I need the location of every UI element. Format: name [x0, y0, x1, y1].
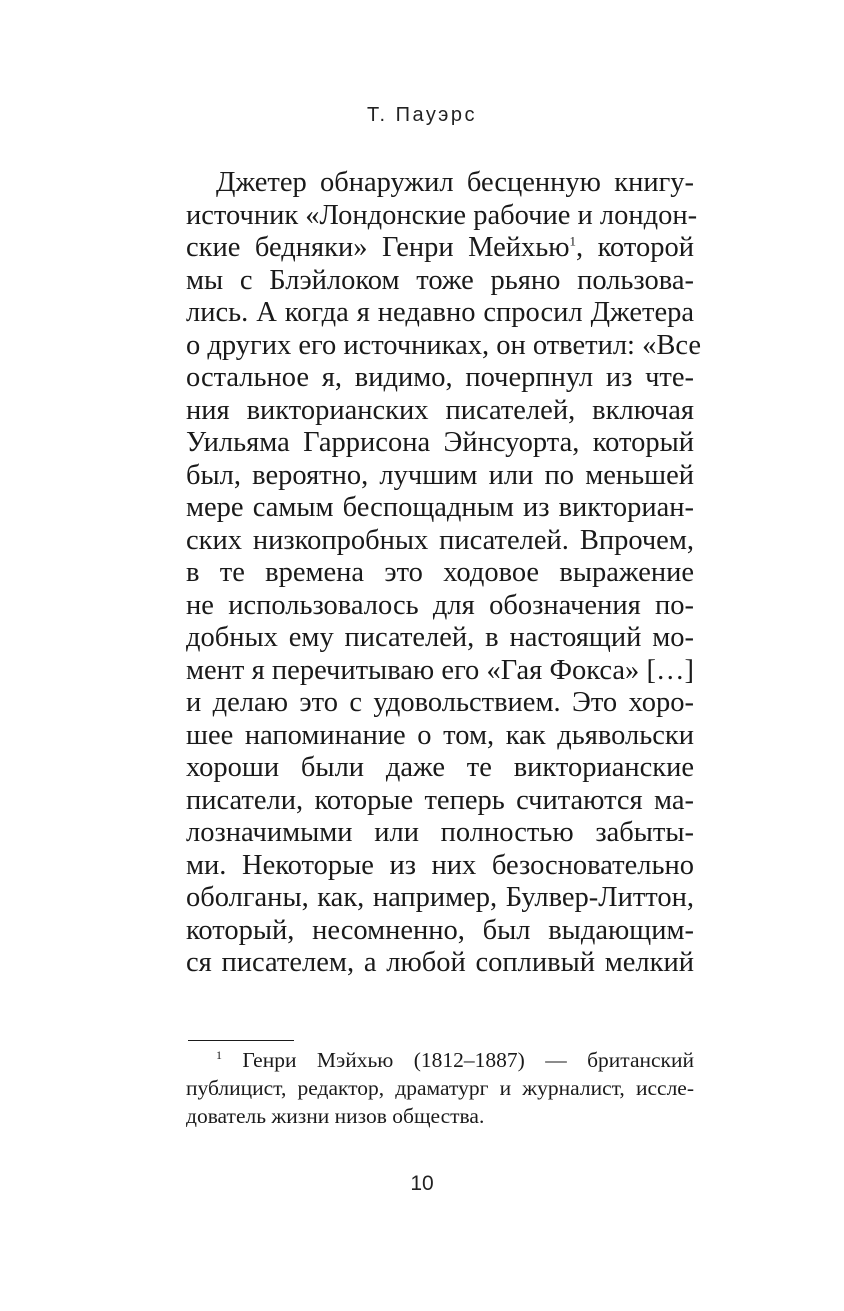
text-line: ских низкопробных писателей. Впрочем,: [186, 524, 694, 556]
text-line: добных ему писателей, в настоящий мо-: [186, 622, 694, 653]
footnote: [186, 1046, 694, 1130]
footnote-line: [186, 1046, 694, 1074]
text-line: хороши были даже те викторианские: [186, 752, 694, 783]
text-line: ния викторианских писателей, включая: [186, 394, 694, 426]
text-line: в те времена это ходовое выражение: [186, 557, 694, 588]
footnote-text: Генри Мэйхью (1812–1887) — британский: [242, 1048, 694, 1072]
text-line-start: ские бедняки» Генри Мейхью: [186, 232, 570, 263]
text-line: мы с Блэйлоком тоже рьяно пользова-: [186, 264, 694, 296]
page-number: 10: [410, 1172, 434, 1195]
text-line: мере самым беспощадным из викториан-: [186, 492, 694, 523]
text-line: был, вероятно, лучшим или по меньшей: [186, 459, 694, 491]
body-text: [186, 167, 701, 980]
text-line-end: , которой: [576, 232, 694, 263]
text-line: не использовалось для обозначения по-: [186, 589, 694, 621]
text-line: ся писателем, а любой сопливый мелкий: [186, 947, 694, 978]
text-line: о других его источниках, он ответил: «Все: [186, 329, 701, 361]
text-line: лозначимыми или полностью забыты-: [186, 817, 694, 848]
footnote-line: публицист, редактор, драматург и журналист, иссле-: [186, 1076, 694, 1100]
text-line: и делаю это с удовольствием. Это хоро-: [186, 687, 694, 718]
text-line: мент я перечитываю его «Гая Фокса» […]: [186, 654, 694, 686]
text-line: остальное я, видимо, почерпнул из чте-: [186, 362, 694, 393]
text-line: лись. А когда я недавно спросил Джетера: [186, 297, 694, 328]
text-line: источник «Лондонские рабочие и лондон-: [186, 199, 698, 231]
text-line-with-footnote-ref: [186, 232, 694, 265]
footnote-line: дователь жизни низов общества.: [186, 1104, 485, 1128]
footnote-marker: 1: [216, 1047, 222, 1062]
text-line: ми. Некоторые из них безосновательно: [186, 849, 694, 881]
running-head: Т. Пауэрс: [367, 104, 477, 126]
text-line: шее напоминание о том, как дьявольски: [186, 719, 694, 751]
text-line: который, несомненно, был выдающим-: [186, 914, 694, 946]
footnote-reference[interactable]: 1: [569, 233, 577, 249]
text-line: оболганы, как, например, Булвер-Литтон,: [186, 882, 694, 913]
footnote-separator: [188, 1040, 294, 1041]
text-line: Уильяма Гаррисона Эйнсуорта, который: [186, 427, 694, 458]
text-line: писатели, которые теперь считаются ма-: [186, 784, 694, 816]
text-line: Джетер обнаружил бесценную книгу-: [216, 167, 694, 198]
